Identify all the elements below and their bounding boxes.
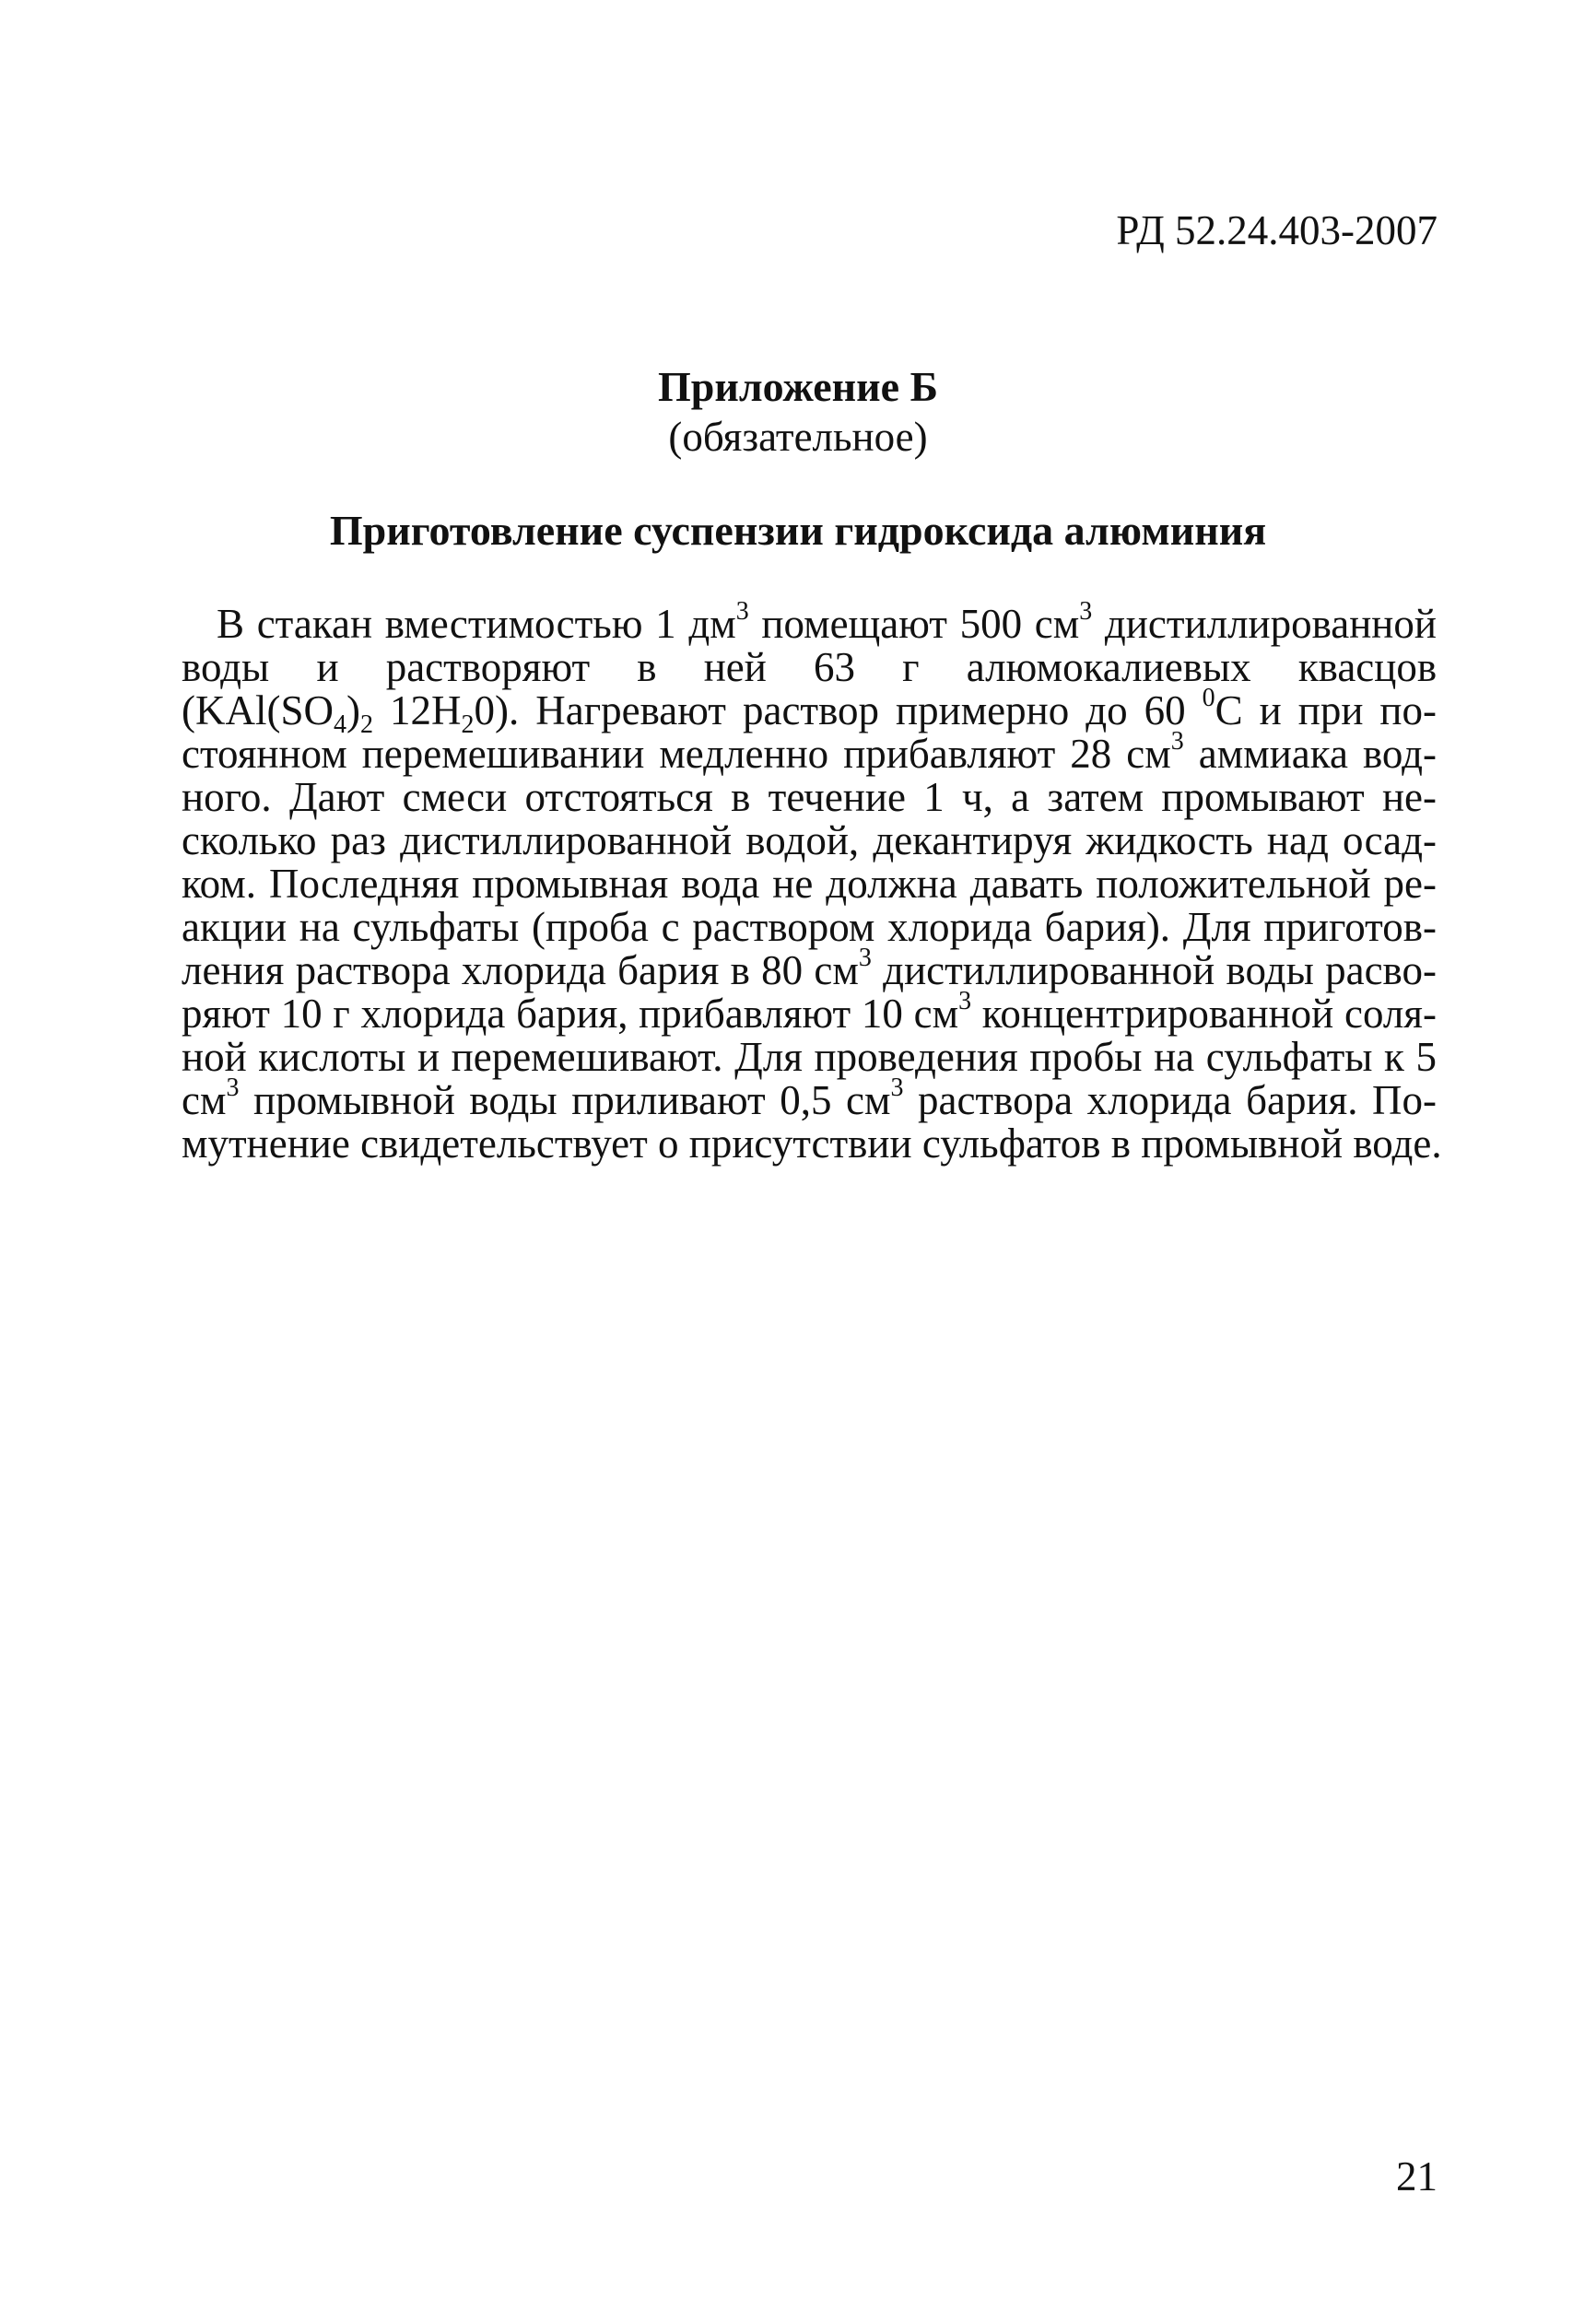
document-code: РД 52.24.403-2007 (1116, 207, 1438, 253)
paragraph-line-11: ной кислоты и перемешивают. Для проведения пробы на сульфаты к 5 (182, 1034, 1437, 1080)
paragraph-line-5: ного. Дают смеси отстояться в течение 1 ч, а затем промывают не- (182, 774, 1437, 820)
paragraph-line-9: ления раствора хлорида бария в 80 $см^3$ дистиллированной воды расво- (182, 944, 1437, 993)
paragraph-line-1: В стакан вместимостью 1 $дм^3$ помещают 500 $см^3$ дистиллированной (217, 597, 1437, 647)
paragraph-line-3: ($KAl(SO_4)_2$ $12H_20$). Нагревают раствор примерно до 60 $^0$С и при по- (182, 684, 1438, 739)
paragraph-line-13: мутнение свидетельствует о присутствии сульфатов в промывной воде. (182, 1120, 1442, 1167)
paragraph-line-2: воды и растворяют в ней 63 г алюмокалиевых квасцов (182, 644, 1438, 690)
paragraph-line-6: сколько раз дистиллированной водой, декантируя жидкость над осад- (182, 817, 1437, 863)
page-number: 21 (1396, 2153, 1438, 2199)
appendix-subtitle: (обязательное) (668, 414, 928, 460)
paragraph-line-4: стоянном перемешивании медленно прибавляют 28 $см^3$ аммиака вод- (182, 727, 1437, 777)
paragraph-line-8: акции на сульфаты (проба с раствором хлорида бария). Для приготов- (182, 904, 1437, 950)
body-paragraph (182, 597, 1442, 1167)
paragraph-line-7: ком. Последняя промывная вода не должна давать положительной ре- (182, 861, 1437, 907)
section-title: Приготовление суспензии гидроксида алюминия (329, 507, 1267, 554)
appendix-title: Приложение Б (657, 363, 939, 410)
paragraph-line-12: $см^3$ промывной воды приливают 0,5 $см^3$ раствора хлорида бария. По- (182, 1073, 1437, 1123)
paragraph-line-10: ряют 10 г хлорида бария, прибавляют 10 $см^3$ концентрированной соля- (182, 987, 1437, 1037)
